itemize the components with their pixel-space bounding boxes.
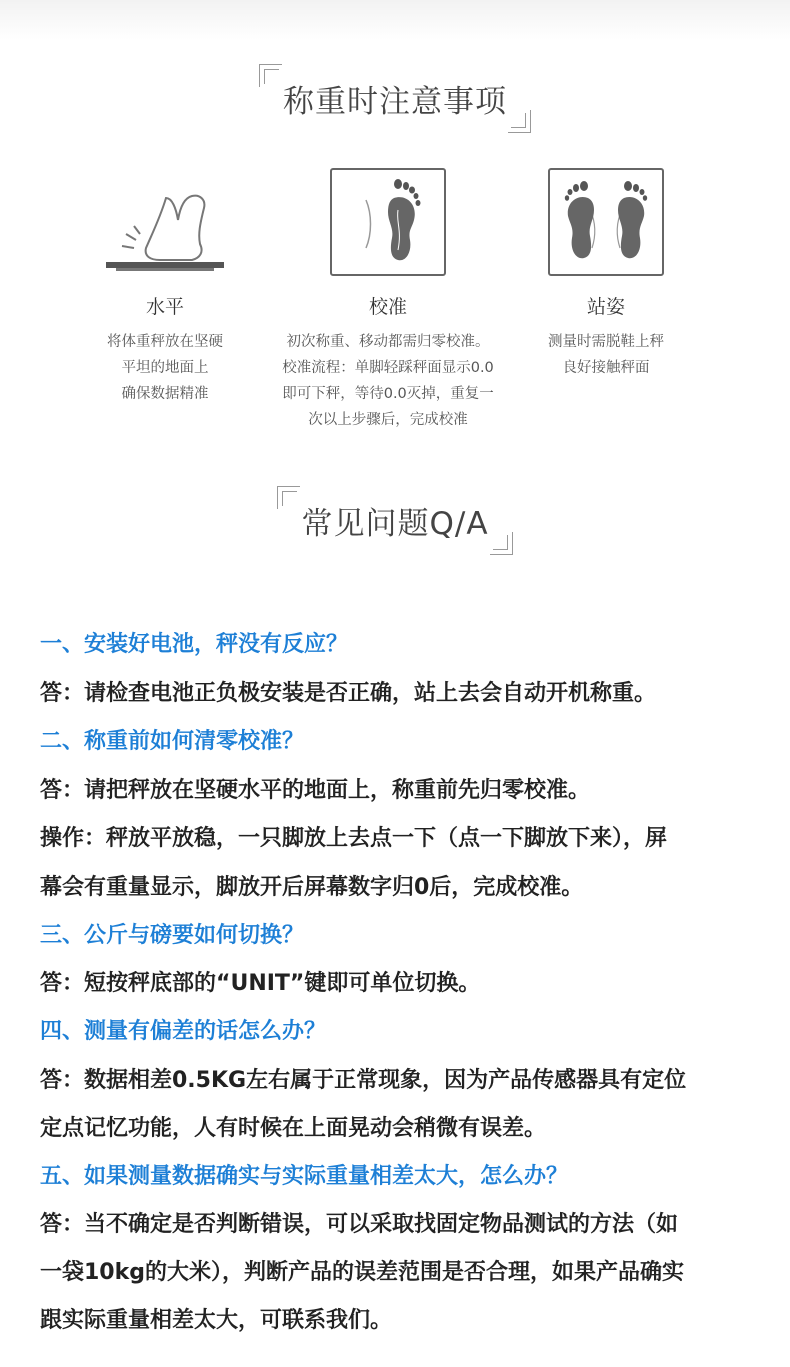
- faq-answer-line: 答：数据相差0.5KG左右属于正常现象，因为产品传感器具有定位: [40, 1068, 687, 1093]
- faq-answer-line: 答：当不确定是否判断错误，可以采取找固定物品测试的方法（如: [40, 1212, 679, 1237]
- faq-question: 二、称重前如何清零校准？: [40, 729, 305, 754]
- tip-name: 站姿: [586, 296, 625, 318]
- faq-answer-line: 操作：秤放平放稳，一只脚放上去点一下（点一下脚放下来），屏: [40, 826, 668, 851]
- faq-answer-line: 答：请检查电池正负极安装是否正确，站上去会自动开机称重。: [40, 681, 657, 706]
- section-title-text: 常见问题Q/A: [301, 506, 489, 542]
- faq-answer-line: 一袋10kg的大米），判断产品的误差范围是否合理，如果产品确实: [40, 1260, 684, 1285]
- bracket-corner-icon: [508, 110, 531, 133]
- faq-answer-line: 幕会有重量显示，脚放开后屏幕数字归0后，完成校准。: [40, 875, 584, 900]
- section-title-text: 称重时注意事项: [283, 84, 507, 120]
- tip-level: [45, 168, 285, 407]
- two-footprints-icon: [548, 168, 664, 276]
- tip-name: 水平: [145, 296, 184, 318]
- tip-calibrate: [268, 168, 508, 433]
- faq-question: 一、安装好电池，秤没有反应？: [40, 632, 349, 657]
- bracket-corner-icon: [490, 532, 513, 555]
- faq-question: 三、公斤与磅要如何切换？: [40, 923, 305, 948]
- faq-answer-line: 定点记忆功能，人有时候在上面晃动会稍微有误差。: [40, 1116, 547, 1141]
- section-title-precautions: [0, 76, 790, 121]
- faq-question: 五、如果测量数据确实与实际重量相差太大，怎么办？: [40, 1164, 569, 1189]
- tip-name: 校准: [368, 296, 407, 318]
- tip-description: 初次称重、移动都需归零校准。 校准流程：单脚轻踩秤面显示0.0 即可下秤，等待0.0灭掉，重复一 次以上步骤后，完成校准: [282, 334, 494, 428]
- single-footprint-icon: [330, 168, 446, 276]
- faq-answer-line: 跟实际重量相差太大，可联系我们。: [40, 1308, 393, 1333]
- top-gradient: [0, 0, 790, 40]
- section-title-faq: [0, 498, 790, 543]
- faq-answer-line: 答：请把秤放在坚硬水平的地面上，称重前先归零校准。: [40, 778, 591, 803]
- tip-posture: [486, 168, 726, 381]
- faq-answer-line: 答：短按秤底部的“UNIT”键即可单位切换。: [40, 971, 481, 996]
- foot-on-scale-icon: [100, 168, 230, 276]
- faq-question: 四、测量有偏差的话怎么办？: [40, 1019, 327, 1044]
- tip-description: 测量时需脱鞋上秤 良好接触秤面: [548, 334, 664, 376]
- bracket-corner-icon: [259, 64, 282, 87]
- bracket-corner-icon: [277, 486, 300, 509]
- tip-description: 将体重秤放在坚硬 平坦的地面上 确保数据精准: [107, 334, 223, 402]
